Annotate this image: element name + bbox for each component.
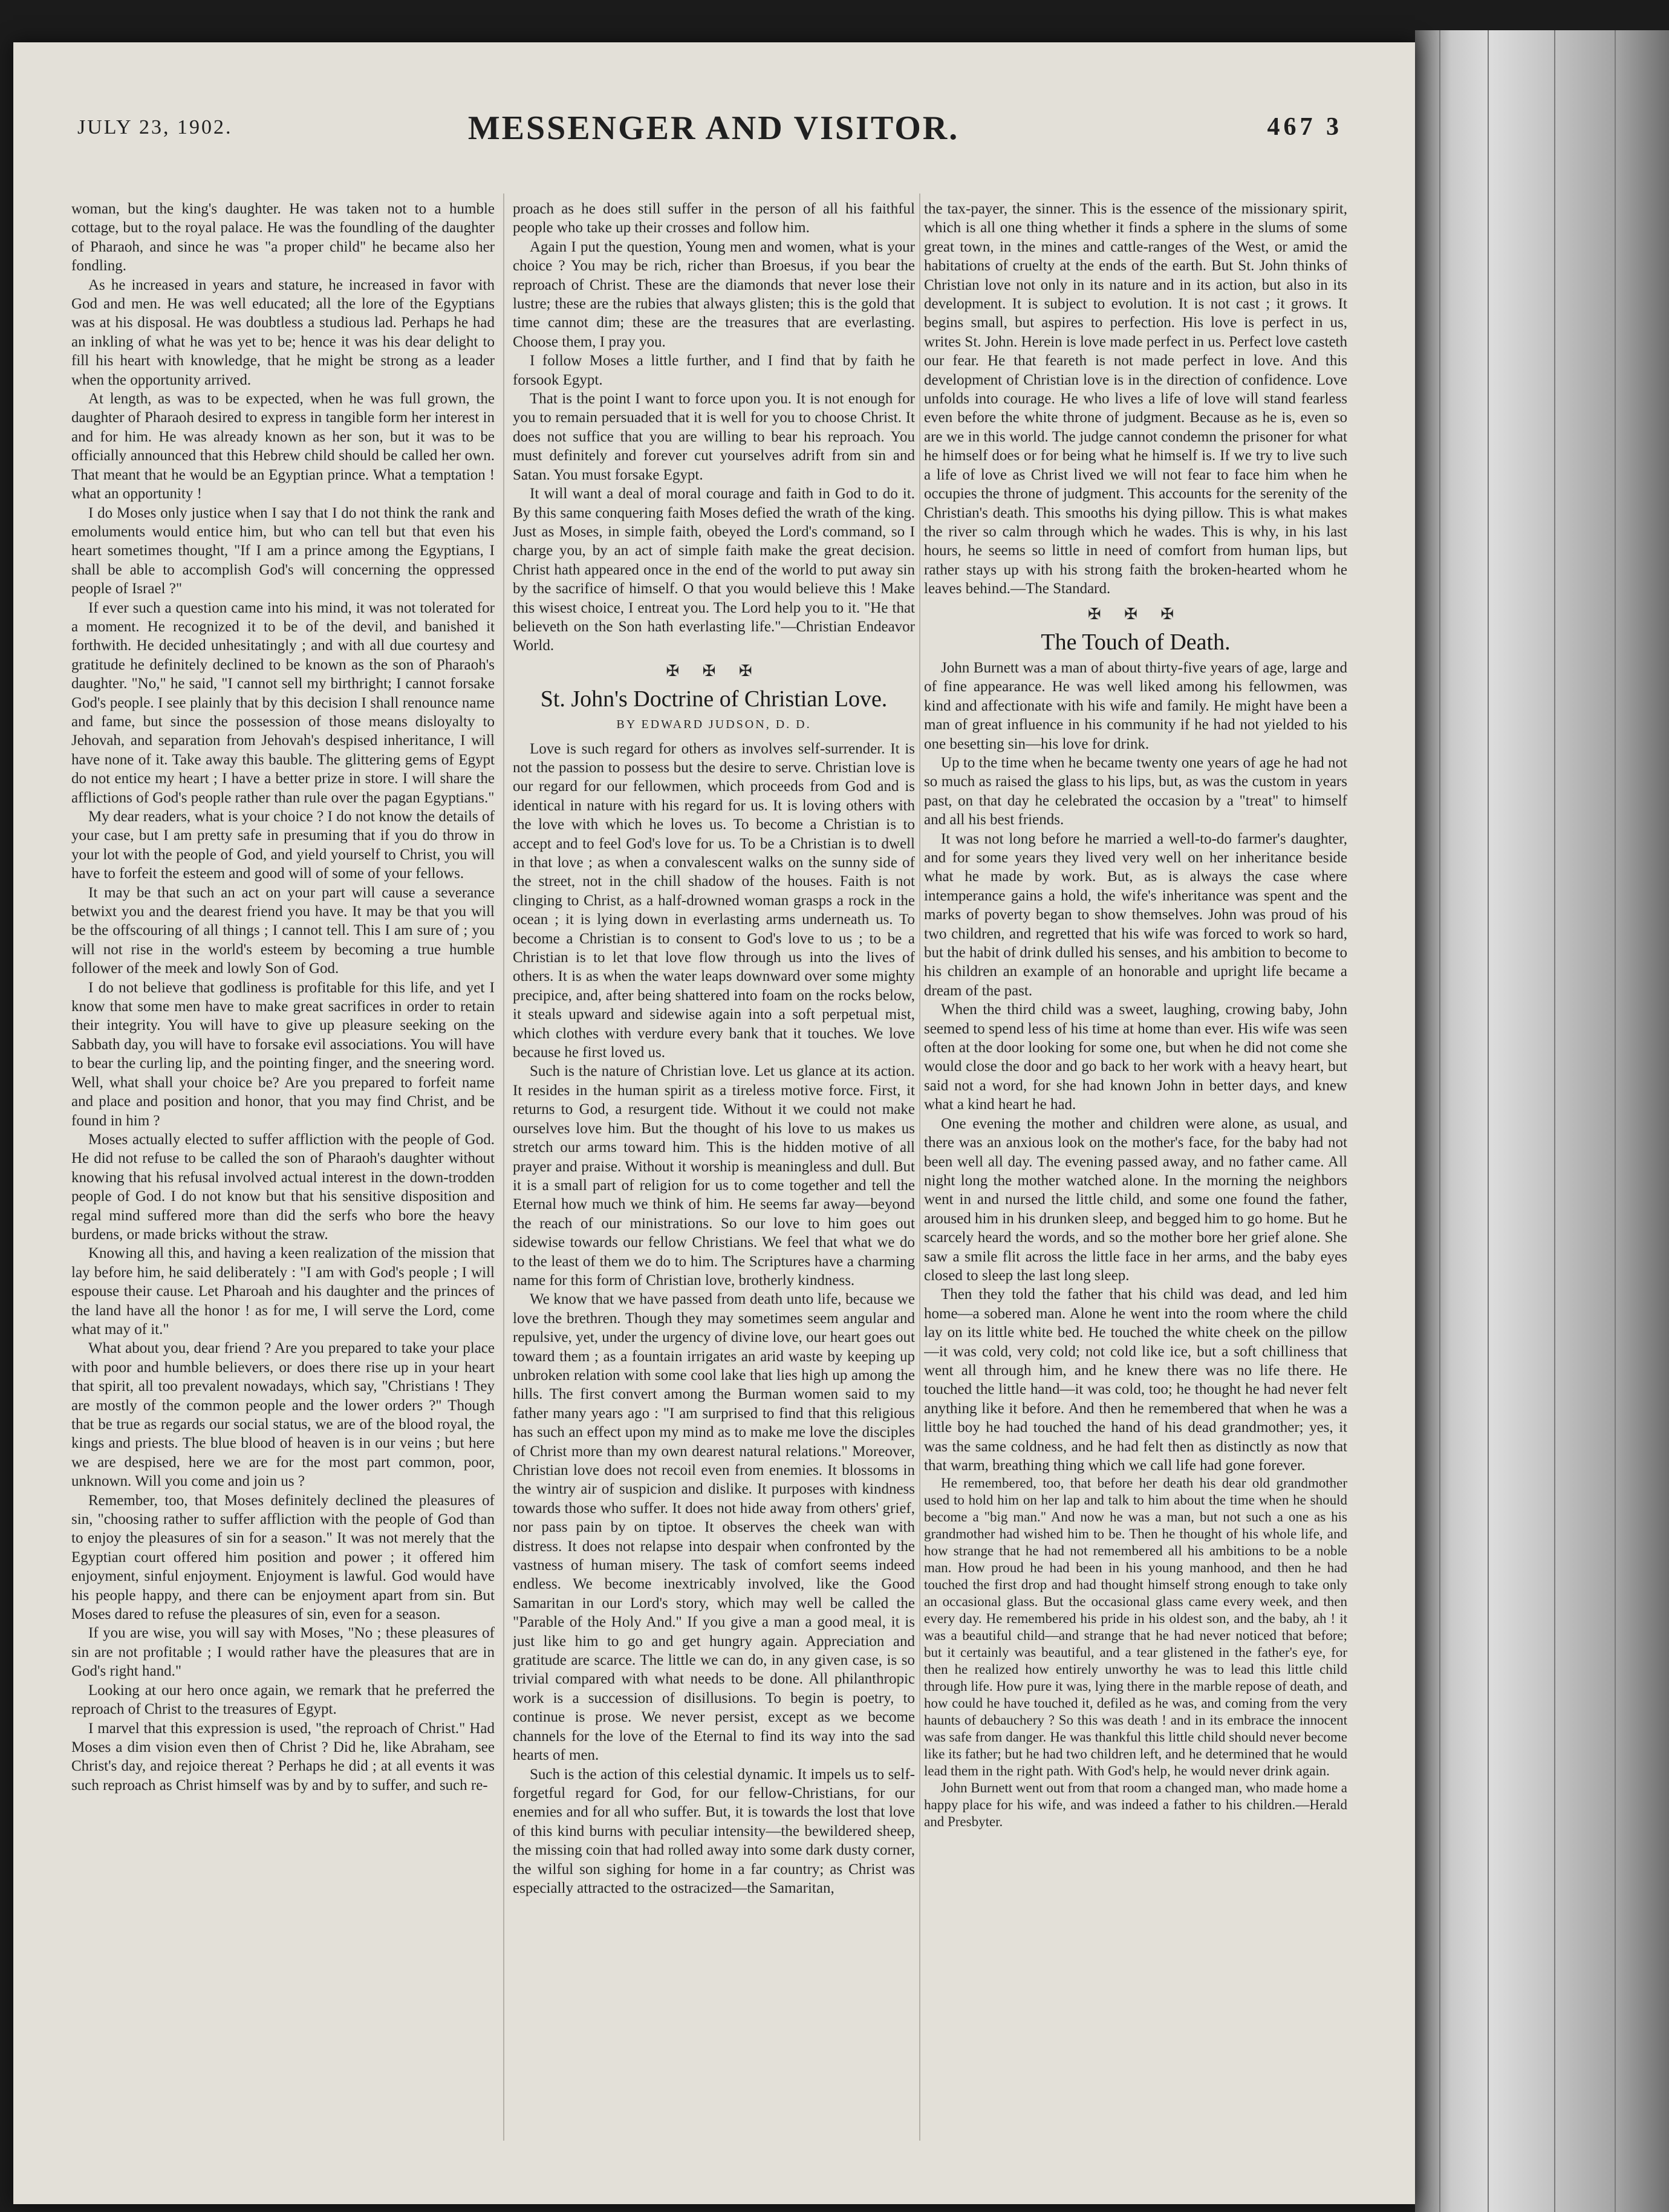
paragraph: Love is such regard for others as involves self-surrender. It is not the passion to possess but the desire to serve. Christian love is our regard for our fellowmen, which proceeds from God and is identical in nature with his regard for us. It is loving others with the love with which he loves us. To become a Christian is to accept and to feel God's love for us. To be a Christian is to dwell in that love ; as when a convalescent walks on the sunny side of the street, not in the chill shadow of the houses. Faith is not clinging to Christ, as a half-drowned woman grasps a rock in the ocean ; it is lying down in everlasting arms underneath us. To become a Christian is to consent to God's love to us ; to be a Christian is to let that love flow through us into the lives of others. It is as when the water leaps downward over some mighty precipice, and, after being shattered into foam on the rocks below, it steals upward and sidewise again into a soft perpetual mist, which clothes with verdure every bank that it touches. We love because he first loved us. xyxy=(513,740,915,1061)
column-1 xyxy=(71,200,495,2159)
paragraph: Then they told the father that his child was dead, and led him home—a sobered man. Alone he went into the room where the child lay on its little white bed. He touched the white cheek on the pillow—it was cold, very cold; not cold like ice, but a soft chilliness that went all through him, and he knew there was no life there. He touched the little hand—it was cold, too; he thought he had never felt anything like it before. And then he remembered that when he was a little boy he had touched the hand of his dead grandmother; yes, it was the same coldness, and he had felt then as distinctly as now that that warm, breathing thing which we call life had gone forever. xyxy=(924,1286,1347,1474)
paragraph: woman, but the king's daughter. He was taken not to a humble cottage, but to the royal palace. He was the foundling of the daughter of Pharaoh, and since he was "a proper child" he became also her fondling. xyxy=(71,201,495,275)
paragraph: At length, as was to be expected, when he was full grown, the daughter of Pharaoh desired to express in tangible form her interest in and for him. He was already known as her son, but it was to be officially announced that this Hebrew child should be called her own. That meant that he would be an Egyptian prince. What a temptation ! what an opportunity ! xyxy=(71,391,495,503)
paragraph: We know that we have passed from death unto life, because we love the brethren. Though they may sometimes seem angular and repulsive, yet, under the urgency of divine love, our heart goes out toward them ; as a fountain irrigates an arid waste by keeping up unbroken relation with some cool lake that lies high up among the hills. The first convert among the Burman women said to my father many years ago : "I am surprised to find that this religious has such an effect upon my mind as to make me love the disciples of Christ more than my own dearest natural relations." Moreover, Christian love does not recoil even from enemies. It blossoms in the wintry air of suspicion and dislike. It purposes with kindness towards those who suffer. It does not hide away from others' grief, nor pass pain by on tiptoe. It observes the cheek wan with distress. It does not relapse into despair when confronted by the vastness of human misery. The task of comfort seems indeed endless. We become inextricably involved, like the Good Samaritan in our Lord's story, which may well be called the "Parable of the Holy And." If you give a man a good meal, it is just like him to go and get hungry again. Appreciation and gratitude are scarce. The little we can do, in any given case, is so trivial compared with what needs to be done. All philanthropic work is a succession of disillusions. To begin is poetry, to continue is prose. We never persist, except as we become channels for the love of the Eternal to find its way into the sad hearts of men. xyxy=(513,1291,915,1764)
column-2 xyxy=(513,200,915,2159)
paragraph: Remember, too, that Moses definitely declined the pleasures of sin, "choosing rather to suffer affliction with the people of God than to enjoy the pleasures of sin for a season." It was not merely that the Egyptian court offered him position and power ; it offered him enjoyment, sinful enjoyment. Enjoyment is lawful. God would have his people happy, and there can be enjoyment apart from sin. But Moses dared to refuse the pleasures of sin, even for a season. xyxy=(71,1492,495,1623)
paragraph: When the third child was a sweet, laughing, crowing baby, John seemed to spend less of his time at home than ever. His wife was seen often at the door looking for some one, but when he did not come she would close the door and go back to her work with a heavy heart, but said not a word, for she had known John in better days, and knew what a kind heart he had. xyxy=(924,1001,1347,1113)
article-headline: The Touch of Death. xyxy=(1041,629,1231,655)
paragraph: Moses actually elected to suffer affliction with the people of God. He did not refuse to be called the son of Pharaoh's daughter without knowing that his refusal involved actual interest in the down-trodden people of God. I do not know but that his sensitive disposition and regal mind suffered more than did the serfs who bore the heavy burdens, or made bricks without the straw. xyxy=(71,1131,495,1243)
paragraph: As he increased in years and stature, he increased in favor with God and men. He was well educated; all the lore of the Egyptians was at his disposal. He was doubtless a studious lad. Perhaps he had an inkling of what he was yet to be; hence it was his dear delight to fill his heart with knowledge, that he might be strong as a leader when the opportunity arrived. xyxy=(71,276,495,388)
paragraph: John Burnett was a man of about thirty-five years of age, large and of fine appearance. He was well liked among his fellowmen, was kind and affectionate with his wife and family. He might have been a man of great influence in his community if he had not yielded to his one besetting sin—his love for drink. xyxy=(924,659,1347,752)
paragraph: Looking at our hero once again, we remark that he preferred the reproach of Christ to the treasures of Egypt. xyxy=(71,1682,495,1718)
book-edge xyxy=(1415,30,1669,2212)
paragraph: proach as he does still suffer in the person of all his faithful people who take up their crosses and follow him. xyxy=(513,201,915,236)
paragraph: the tax-payer, the sinner. This is the essence of the missionary spirit, which is all one thing whether it finds a sphere in the slums of some great town, in the mines and cattle-ranges of the West, or amid the habitations of cruelty at the ends of the earth. But St. John thinks of Christian love not only in its nature and in its action, but also in its development. It is subject to evolution. It is not cast ; it grows. It begins small, but aspires to perfection. His love is perfect in us, writes St. John. Herein is love made perfect in us. Perfect love casteth our fear. He that feareth is not made perfect in love. And this development of Christian love is in the direction of confidence. Love unfolds into courage. He who lives a life of love will stand fearless even before the white throne of judgment. Because as he is, even so are we in this world. The judge cannot condemn the prisoner for what he himself does or for being what he himself is. If we try to live such a life of love as Christ lived we will not fear to face him when he occupies the throne of judgment. This accounts for the serenity of the Christian's death. This smooths his dying pillow. This is what makes the river so calm through which he wades. This is why, in his last hours, he seems so little in need of comfort from human lips, but rather stays up with his strong faith the broken-hearted whom he leaves behind.—The Standard. xyxy=(924,201,1347,597)
section-separator: ✠ ✠ ✠ xyxy=(1087,605,1184,623)
section-separator: ✠ ✠ ✠ xyxy=(666,662,762,680)
paragraph: Up to the time when he became twenty one years of age he had not so much as raised the glass to his lips, but, as was the custom in years past, on that day he celebrated the occasion by a "treat" to himself and all his best friends. xyxy=(924,754,1347,828)
paragraph: It will want a deal of moral courage and faith in God to do it. By this same conquering faith Moses defied the wrath of the king. Just as Moses, in simple faith, obeyed the Lord's command, so I charge you, by an act of simple faith make the great decision. Christ hath appeared once in the end of the world to put away sin by the sacrifice of himself. O that you would believe this ! Make this wisest choice, I entreat you. The Lord help you to it. "He that believeth on the Son hath everlasting life."—Christian Endeavor World. xyxy=(513,486,915,654)
paragraph: John Burnett went out from that room a changed man, who made home a happy place for his wife, and was indeed a father to his children.—Herald and Presbyter. xyxy=(924,1780,1347,1830)
page-number: 467 3 xyxy=(1267,113,1342,141)
paragraph: One evening the mother and children were alone, as usual, and there was an anxious look on the mother's face, for the baby had not been well all day. The evening passed away, and no father came. All night long the mother watched alone. In the morning the neighbors went in and nursed the little child, and some one found the father, aroused him in his drunken sleep, and begged him to go home. But he scarcely heard the words, and so the mother bore her grief alone. She saw a smile flit across the little face in her arms, and the baby eyes closed to sleep the last long sleep. xyxy=(924,1115,1347,1284)
paragraph: Such is the nature of Christian love. Let us glance at its action. It resides in the human spirit as a tireless motive force. First, it returns to God, a resurgent tide. Without it we could not make ourselves love him. But the thought of his love to us makes us stretch our arms toward him. This is the hidden motive of all prayer and praise. Without it worship is meaningless and dull. But it is a small part of religion for us to come together and tell the Eternal how much we think of him. He seems far away—beyond the reach of our ministrations. So our love to him goes out sidewise towards our fellow Christians. We feel that what we do to the least of them we do to him. The Scriptures have a charming name for this form of Christian love, brotherly kindness. xyxy=(513,1063,915,1289)
paragraph: Knowing all this, and having a keen realization of the mission that lay before him, he said deliberately : "I am with God's people ; I will espouse their cause. Let Pharoah and his daughter and the princes of the land have all the honor ! as for me, I will serve the Lord, come what may of it." xyxy=(71,1245,495,1338)
paragraph: It was not long before he married a well-to-do farmer's daughter, and for some years they lived very well on her inheritance beside what he made by work. But, as is always the case where intemperance gains a hold, the wife's inheritance was spent and the marks of poverty began to show themselves. John was proud of his two children, and regretted that his wife was forced to work so hard, but the habit of drink dulled his senses, and his ambition to become to his children an example of an honorable and upright life became a dream of the past. xyxy=(924,830,1347,999)
paragraph: I follow Moses a little further, and I find that by faith he forsook Egypt. xyxy=(513,353,915,388)
paragraph: That is the point I want to force upon you. It is not enough for you to remain persuaded that it is well for you to choose Christ. It does not suffice that you are willing to bear his reproach. You must definitely and forever cut yourselves adrift from sin and Satan. You must forsake Egypt. xyxy=(513,391,915,483)
paragraph: If ever such a question came into his mind, it was not tolerated for a moment. He recognized it to be of the devil, and banished it forthwith. He decided unhesitatingly ; and with all due courtesy and gratitude he definitely declined to be known as the son of Pharaoh's daughter. "No," he said, "I cannot sell my birthright; I cannot forsake God's people. I see plainly that by this decision I shall renounce name and fame, but since the possession of those means disloyalty to Jehovah, and separation from Jehovah's despised inheritance, I will have none of it. Take away this bauble. The glittering gems of Egypt do not entice my heart ; I have a better prize in store. I will share the afflictions of God's people rather than rule over the pagan Egyptians." xyxy=(71,599,495,806)
paragraph: What about you, dear friend ? Are you prepared to take your place with poor and humble believers, or does there rise up in your heart that spirit, all too prevalent nowadays, which say, "Christians ! They are mostly of the common people and the lower orders ?" Though that be true as regards our social status, we are of the blood royal, the kings and priests. The blue blood of heaven is in our veins ; but here we are despised, here we are for the most part common, poor, unknown. Will you come and join us ? xyxy=(71,1340,495,1490)
paragraph: I marvel that this expression is used, "the reproach of Christ." Had Moses a dim vision even then of Christ ? Did he, like Abraham, see Christ's day, and rejoice thereat ? Perhaps he did ; at all events it was such reproach as Christ himself was by and by to suffer, and such re- xyxy=(71,1720,495,1794)
paragraph: If you are wise, you will say with Moses, "No ; these pleasures of sin are not profitable ; I would rather have the pleasures that are in God's right hand." xyxy=(71,1625,495,1680)
paragraph: Again I put the question, Young men and women, what is your choice ? You may be rich, richer than Broesus, if you bear the reproach of Christ. These are the diamonds that never lose their lustre; these are the rubies that always glisten; this is the gold that time cannot dim; these are the treasures that are everlasting. Choose them, I pray you. xyxy=(513,238,915,350)
paragraph: I do not believe that godliness is profitable for this life, and yet I know that some men have to make great sacrifices in order to retain their integrity. You will have to give up pleasure seeking on the Sabbath day, you will have to forsake evil associations. You will have to bear the curling lip, and the pointing finger, and the sneering word. Well, what shall your choice be? Are you prepared to forfeit name and place and position and honor, that you may find Christ, and be found in him ? xyxy=(71,979,495,1129)
paragraph: He remembered, too, that before her death his dear old grandmother used to hold him on her lap and talk to him about the time when he should become a "big man." And now he was a man, but not such a one as his grandmother had wished him to be. Then he thought of his whole life, and how strange that he had not remembered all his ambitions to be a noble man. How proud he had been in his young manhood, and then he had touched the first drop and had thought himself strong enough to take only an occasional glass. But the occasional glass came every week, and then every day. He remembered his pride in his oldest son, and the baby, ah ! it was a beautiful child—and strange that he had never noticed that before; but it certainly was beautiful, and a tear glistened in the father's eye, for then he realized how entirely unworthy he was to lead this little child through life. How pure it was, lying there in the marble repose of death, and how could he have touched it, defiled as he was, and coming from the very haunts of debauchery ? So this was death ! and in its embrace the innocent was safe from danger. He was thankful this little child should never become like its father; but he had two children left, and he determined that he would lead them in the right path. With God's help, he would never drink again. xyxy=(924,1475,1347,1779)
article-headline: St. John's Doctrine of Christian Love. xyxy=(540,686,888,712)
paragraph: My dear readers, what is your choice ? I do not know the details of your case, but I am pretty safe in presuming that if you do throw in your lot with the people of God, and yield yourself to Christ, you will have to forfeit the esteem and good will of some of your fellows. xyxy=(71,808,495,882)
masthead xyxy=(60,104,1367,177)
column-rule xyxy=(503,194,504,2141)
article-byline: BY EDWARD JUDSON, D. D. xyxy=(616,718,812,732)
publication-title: MESSENGER AND VISITOR. xyxy=(467,109,960,147)
column-3 xyxy=(924,200,1347,2159)
paragraph: Such is the action of this celestial dynamic. It impels us to self-forgetful regard for God, for our fellow-Christians, for our enemies and for all who suffer. But, it is towards the lost that love of this kind burns with peculiar intensity—the bewildered sheep, the missing coin that had rolled away into some dark dusty corner, the wilful son sighing for home in a far country; as Christ was especially attracted to the ostracized—the Samaritan, xyxy=(513,1766,915,1896)
issue-date: JULY 23, 1902. xyxy=(77,116,233,138)
column-rule xyxy=(919,194,920,2141)
paragraph: I do Moses only justice when I say that I do not think the rank and emoluments would entice him, but who can tell but that even his heart sometimes thought, "If I am a prince among the Egyptians, I shall be able to accomplish God's will concerning the oppressed people of Israel ?" xyxy=(71,504,495,597)
paragraph: It may be that such an act on your part will cause a severance betwixt you and the dearest friend you have. It may be that you will be the offscouring of all things ; I cannot tell. This I am sure of ; you will not rise in the world's esteem by becoming a true humble follower of the meek and lowly Son of God. xyxy=(71,884,495,977)
